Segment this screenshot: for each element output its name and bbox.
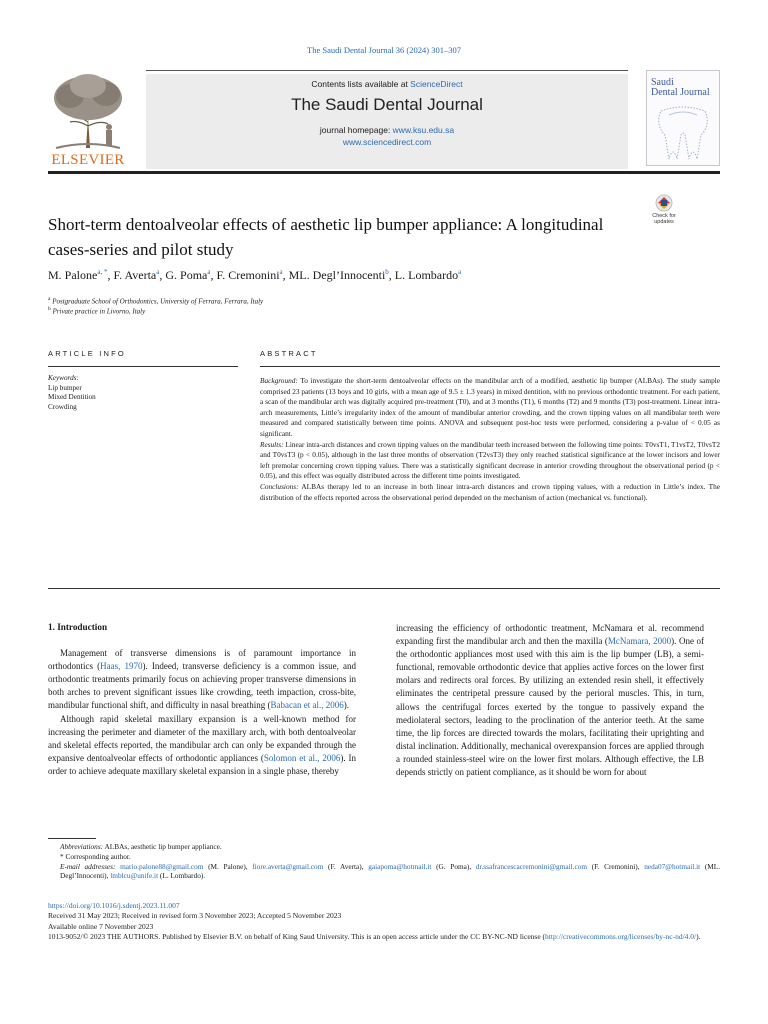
email-link[interactable]: mario.palone88@gmail.com <box>120 861 204 871</box>
author[interactable]: M. Palone$^{a, *}$ <box>48 268 108 282</box>
citation-link[interactable]: Babacan et al., 2006 <box>270 700 344 711</box>
keywords-block <box>48 374 238 412</box>
author-list: M. Palone$^{a, *}$, F. Averta$^a$, G. Poma$^a$, F. Cremonini$^a$, ML. Degl’Innocenti$^b$, L. Lombardo$^a$ <box>48 268 462 282</box>
email-link[interactable]: gaiapoma@hotmail.it <box>368 861 432 871</box>
citation-link[interactable]: Haas, 1970 <box>100 661 143 672</box>
sciencedirect-url-link[interactable]: www.sciencedirect.com <box>342 137 432 147</box>
check-for-updates-label[interactable]: Check for updates <box>652 213 676 225</box>
journal-header <box>48 70 720 176</box>
keywords-label: Keywords: <box>48 374 79 382</box>
contents-line <box>146 79 628 89</box>
homepage-prefix: journal homepage: <box>319 125 393 135</box>
contents-prefix: Contents lists available at <box>311 79 411 89</box>
intro-paragraph-2: Although rapid skeletal maxillary expansion is a well-known method for increasing the perimeter and diameter of the maxillary arch, with both dentoalveolar and skeletal effects reported, the mandibular arch can only be expanded through the expansive dentoalveolar effects of orthodontic appliances (Solomon et al., 2006). In order to achieve adequate maxillary skeletal expansion in a single phase, thereby <box>48 713 356 776</box>
publication-info <box>48 901 720 943</box>
email-link[interactable]: dr.ssafrancescacremonini@gmail.com <box>475 861 588 871</box>
intro-paragraph-3: increasing the efficiency of orthodontic treatment, McNamara et al. recommend expanding first the mandibular arch and then the maxilla (McNamara, 2000). One of the orthodontic appliances most used with this aim is the lip bumper (LB), a semi-functional, removable orthodontic device that applies active forces on the lower first molars and redirects oral forces. By utilizing an extended resin shell, it effectively eliminates the centripetal pressure caused by the perioral muscles. This, in turn, allows the centrifugal forces exerted by the tongue to passively expand the mediolateral sectors, leading to the proclination of the anterior teeth. At the same time, the lip forces are directed towards the molars, facilitating their uprighting and distal inclination. Additionally, mechanical overexpansion forces are applied through a rounded stainless-steel wire on the lower first molars. Although effective, the LB depends strictly on patient compliance, as it should be worn for about <box>396 623 704 778</box>
article-title: Short-term dentoalveolar effects of aesthetic lip bumper appliance: A longitudinal cases-series and pilot study <box>48 215 604 259</box>
sciencedirect-link[interactable]: ScienceDirect <box>410 79 463 89</box>
journal-cover-thumbnail[interactable] <box>646 70 720 166</box>
email-link[interactable]: lmblcu@unife.it <box>110 871 159 881</box>
homepage-line <box>146 125 628 135</box>
footnotes <box>48 842 720 881</box>
author[interactable]: L. Lombardo$^a$ <box>394 268 462 282</box>
body-column-right <box>396 622 704 779</box>
corresponding-author-note: * Corresponding author. <box>60 851 131 861</box>
cover-title-line2: Dental Journal <box>651 87 710 98</box>
intro-paragraph-1: Management of transverse dimensions is of paramount importance in orthodontics (Haas, 1970). Indeed, transverse deficiency is a common issue, and orthodontic treatments primarily focus on achieving proper transverse dimensions in both arches to prevent significant issues like crowding, teeth impaction, cross-bite, mandibular functional shift, and difficulty in nasal breathing (Babacan et al., 2006). <box>48 648 356 711</box>
email-link[interactable]: fiore.averta@gmail.com <box>252 861 324 871</box>
header-rule <box>48 171 720 174</box>
author[interactable]: F. Cremonini$^a$ <box>216 268 283 282</box>
header-top-rule <box>146 70 628 71</box>
abstract-body <box>260 376 720 503</box>
abstract-background: Background: To investigate the short-term dentoalveolar effects on the mandibular arch of a modified, aesthetic lip bumper (ALBAs). The study sample comprised 23 patients (13 boys and 10 girls, with a mean age of 9.5 ± 1.3 years) in mixed dentition, with no previous orthodontic treatment. For each patient, a scan of the mandibular arch was digitally acquired pre-treatment (T0), and at 3 months (T1), 6 months (T2) and 9 months (T3) post-treatment. Linear intra-arch measurements, Little’s irregularity index of the amount of mandibular anterior crowding, and the crown tipping values on all mandibular teeth were measured and compared statistically between time points. ANOVA and subsequent post-hoc tests were performed, considering a p-value of < 0.05 as significant. <box>260 376 720 438</box>
journal-title: The Saudi Dental Journal <box>291 95 483 114</box>
license-statement: 1013-9052/© 2023 THE AUTHORS. Published by Elsevier B.V. on behalf of King Saud University. This is an open access article under the CC BY-NC-ND license (http://creativecommons.org/licenses/by-nc-nd/4.0/). <box>48 932 701 942</box>
author[interactable]: ML. Degl’Innocenti$^b$ <box>288 268 389 282</box>
publisher-name: ELSEVIER <box>51 152 125 168</box>
body-column-left <box>48 621 356 778</box>
abstract-heading: ABSTRACT <box>260 349 318 358</box>
abstract-conclusions: Conclusions: ALBAs therapy led to an increase in both linear intra-arch distances and crown tipping values, with a reduction in Little’s index. The distribution of the effects reported across the observational period depended on the mechanism of action (mechanical vs. functional). <box>260 481 720 502</box>
abstract-rule <box>260 366 720 367</box>
received-dates: Received 31 May 2023; Received in revised form 3 November 2023; Accepted 5 November 2023 <box>48 911 342 921</box>
affiliation-a: $^a$ Postgraduate School of Orthodontics, University of Ferrara, Ferrara, Italy <box>48 296 264 306</box>
abbreviations-note: Abbreviations: ALBAs, aesthetic lip bumper appliance. <box>60 842 222 851</box>
journal-banner <box>146 74 628 169</box>
journal-reference[interactable]: The Saudi Dental Journal 36 (2024) 301–307 <box>307 45 461 55</box>
cover-title-line1: Saudi <box>651 77 674 88</box>
footnote-rule <box>48 838 96 839</box>
email-link[interactable]: neda07@hotmail.it <box>644 861 701 871</box>
keyword: Lip bumper <box>48 383 82 392</box>
author[interactable]: G. Poma$^a$ <box>165 268 211 282</box>
keyword: Mixed Dentition <box>48 393 96 401</box>
homepage-link[interactable]: www.ksu.edu.sa <box>392 125 455 135</box>
available-online: Available online 7 November 2023 <box>48 921 154 931</box>
abstract-results: Results: Linear intra-arch distances and crown tipping values on the mandibular teeth increased between the following time points: T0vsT1, T1vsT2, T0vsT2 and T0vsT3 (p < 0.05), although in the last three months of observation (T2vsT3) they only reached statistical significance at the lower incisors and lower left premolar concerning crown tipping values. There was a statistically significant decrease in anterior crowding throughout the observational period (p < 0.05), and this effect was equally distributed across the different time points investigated. <box>260 439 720 481</box>
keyword: Crowding <box>48 402 77 411</box>
tooth-illustration-icon <box>651 105 715 163</box>
citation-link[interactable]: McNamara, 2000 <box>607 636 672 647</box>
doi-link[interactable]: https://doi.org/10.1016/j.sdentj.2023.11.007 <box>48 901 180 910</box>
license-link[interactable]: http://creativecommons.org/licenses/by-nc-nd/4.0/ <box>545 932 697 942</box>
introduction-heading: 1. Introduction <box>48 622 108 632</box>
affiliation-b: $^b$ Private practice in Livorno, Italy <box>48 306 146 316</box>
abstract-end-rule <box>48 588 720 589</box>
article-info-heading: ARTICLE INFO <box>48 349 126 358</box>
author[interactable]: F. Averta$^a$ <box>113 268 160 282</box>
article-info-rule <box>48 366 238 367</box>
citation-link[interactable]: Solomon et al., 2006 <box>263 752 341 763</box>
email-addresses: E-mail addresses: mario.palone88@gmail.com (M. Palone), fiore.averta@gmail.com (F. Averta), gaiapoma@hotmail.it (G. Poma), dr.ssafrancescacremonini@gmail.com (F. Cremonini), neda07@hotmail.it (ML. Degl’Innocenti), lmblcu@unife.it (L. Lombardo). <box>60 861 721 881</box>
